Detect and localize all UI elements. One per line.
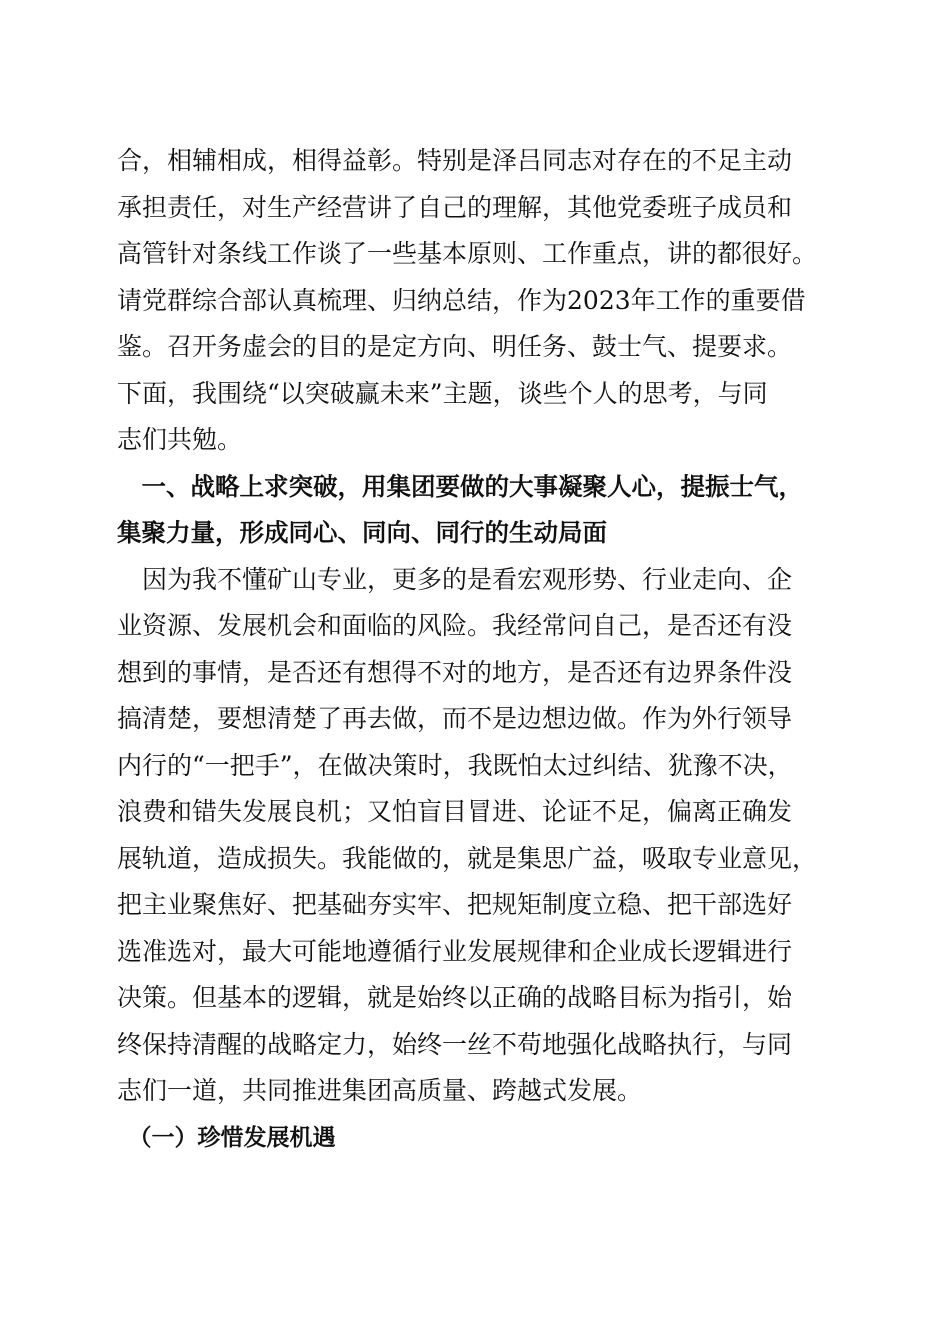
body-paragraph [117, 557, 837, 1115]
text-line: 内行的“一把手”，在做决策时，我既怕太过纠结、犹豫不决， [117, 750, 793, 780]
heading-line: 一、战略上求突破，用集团要做的大事凝聚人心，提振士气， [117, 471, 803, 501]
text-line: 选准选对，最大可能地遵循行业发展规律和企业成长逻辑进行 [117, 936, 793, 966]
text-line: 展轨道，造成损失。我能做的，就是集思广益，吸取专业意见， [117, 843, 818, 873]
heading-line: 集聚力量，形成同心、同向、同行的生动局面 [117, 518, 607, 547]
text-line: 请党群综合部认真梳理、归纳总结，作为2023年工作的重要借 [117, 285, 806, 315]
text-line: 承担责任，对生产经营讲了自己的理解，其他党委班子成员和 [117, 192, 793, 222]
text-line: 终保持清醒的战略定力，始终一丝不苟地强化战略执行，与同 [117, 1029, 793, 1059]
text-line: 因为我不懂矿山专业，更多的是看宏观形势、行业走向、企 [117, 564, 793, 594]
section-heading [117, 464, 837, 557]
text-line: 业资源、发展机会和面临的风险。我经常问自己，是否还有没 [117, 611, 793, 640]
intro-paragraph [117, 138, 837, 464]
text-line: 决策。但基本的逻辑，就是始终以正确的战略目标为指引，始 [117, 983, 793, 1012]
text-line: 高管针对条线工作谈了一些基本原则、工作重点，讲的都很好。 [117, 239, 818, 268]
text-line: 想到的事情，是否还有想得不对的地方，是否还有边界条件没 [117, 657, 793, 687]
text-line: 志们一道，共同推进集团高质量、跨越式发展。 [117, 1076, 643, 1105]
text-line: 浪费和错失发展良机；又怕盲目冒进、论证不足，偏离正确发 [117, 797, 793, 826]
text-line: 合，相辅相成，相得益彰。特别是泽吕同志对存在的不足主动 [117, 146, 793, 175]
subheading-line: （一）珍惜发展机遇 [117, 1124, 336, 1151]
subsection-heading [117, 1115, 837, 1162]
text-line: 搞清楚，要想清楚了再去做，而不是边想边做。作为外行领导 [117, 704, 793, 733]
document-body [117, 138, 837, 1161]
text-line: 鉴。召开务虚会的目的是定方向、明任务、鼓士气、提要求。 [117, 332, 793, 361]
text-line: 志们共勉。 [117, 425, 243, 454]
text-line: 下面，我围绕“以突破赢未来”主题，谈些个人的思考，与同 [117, 378, 768, 408]
text-line: 把主业聚焦好、把基础夯实牢、把规矩制度立稳、把干部选好 [117, 890, 793, 919]
